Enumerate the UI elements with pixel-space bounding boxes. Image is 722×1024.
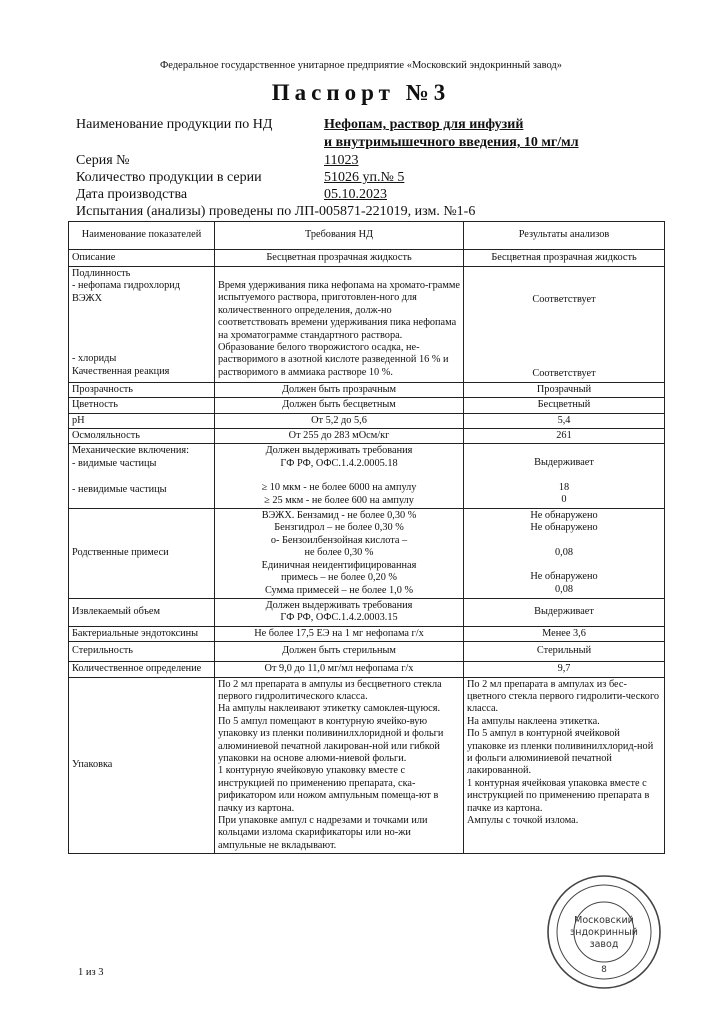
table-row: Извлекаемый объем Должен выдерживать требования ГФ РФ, ОФС.1.4.2.0003.15 Выдерживает xyxy=(69,598,665,626)
table-row: Механические включения: - видимые частицы - невидимые частицы Должен выдерживать требования ГФ РФ, ОФС.1.4.2.0005.18 ≥ 10 мкм - не более 6000 на ампулу ≥ 25 мкм - не более 600 на ампулу Выдерживает 18 0 xyxy=(69,444,665,509)
date-value: 05.10.2023 xyxy=(324,187,387,202)
header-results: Результаты анализов xyxy=(464,222,665,250)
series-row xyxy=(76,153,359,169)
stamp-inner-line: Московский xyxy=(574,915,634,926)
product-label: Наименование продукции по НД xyxy=(76,117,273,132)
date-label: Дата производства xyxy=(76,187,188,202)
table-row: Количественное определение От 9,0 до 11,0 мг/мл нефопама г/х 9,7 xyxy=(69,662,665,677)
page-number: 1 из 3 xyxy=(78,967,104,978)
table-row: Осмоляльность От 255 до 283 мОсм/кг 261 xyxy=(69,429,665,444)
quantity-row xyxy=(76,170,405,186)
table-row: Прозрачность Должен быть прозрачным Прозрачный xyxy=(69,382,665,397)
organization-header: Федеральное государственное унитарное предприятие «Московский эндокринный завод» xyxy=(160,60,562,71)
table-row: Упаковка По 2 мл препарата в ампулы из бесцветного стекла первого гидролитического класса. На ампулы наклеивают этикетку самоклея-щуюся. По 5 ампул помещают в контурную ячейко-вую упаковку из пленки поливинилхлоридной и фольги алюминиевой печатной лакирован-ной или гибкой упаковки на основе алюми-ниевой фольги. 1 контурную ячейковую упаковку вместе с инструкцией по применению препарата, ска-рификатором или ножом ампульным помеща-ют в пачку из картона. При упаковке ампул с надрезами и точками или кольцами излома скарификаторы или но-жи ампульные не вкладывают. По 2 мл препарата в ампулах из бес-цветного стекла первого гидролити-ческого класса. На ампулы наклеена этикетка. По 5 ампул в контурной ячейковой упаковке из пленки поливинилхлорид-ной и фольги алюминиевой печатной лакированной. 1 контурная ячейковая упаковка вместе с инструкцией по применению препарата в пачке из картона. Ампулы с точкой излома. xyxy=(69,677,665,854)
specification-table xyxy=(68,221,665,854)
table-row: Подлинность - нефопама гидрохлорид ВЭЖХ - хлориды Качественная реакция Время удерживания пика нефопама на хромато-грамме испытуемого раствора, приготовлен-ного для количественного определения, долж-но соответствовать времени удерживания пика нефопама на хроматограмме стандартного раствора. Образование белого творожистого осадка, не-растворимого в азотной кислоте разведенной 16 % и растворимого в аммиака растворе 10 %. Соответствует Соответствует xyxy=(69,267,665,383)
quantity-label: Количество продукции в серии xyxy=(76,170,262,185)
svg-text:завод: завод xyxy=(589,939,619,950)
product-name-row xyxy=(76,117,524,133)
series-label: Серия № xyxy=(76,153,130,168)
tests-line: Испытания (анализы) проведены по ЛП-005871-221019, изм. №1-6 xyxy=(76,204,476,219)
header-requirements: Требования НД xyxy=(215,222,464,250)
table-header-row xyxy=(69,222,665,250)
document-title: Паспорт №3 xyxy=(271,80,451,105)
header-indicators: Наименование показателей xyxy=(69,222,215,250)
table-row: Стерильность Должен быть стерильным Стерильный xyxy=(69,642,665,662)
product-name-line2: и внутримышечного введения, 10 мг/мл xyxy=(324,135,579,150)
date-row xyxy=(76,187,387,203)
product-name-line1: Нефопам, раствор для инфузий xyxy=(324,117,524,132)
table-row: pH От 5,2 до 5,6 5,4 xyxy=(69,413,665,428)
svg-text:эндокринный: эндокринный xyxy=(570,927,638,938)
company-stamp-icon xyxy=(545,873,663,991)
stamp-number: 8 xyxy=(601,965,607,975)
series-value: 11023 xyxy=(324,153,359,168)
table-row: Родственные примеси ВЭЖХ. Бензамид - не более 0,30 % Бензгидрол – не более 0,30 % о- Бензоилбензойная кислота – не более 0,30 % Единичная неидентифицированная примесь – не более 0,20 % Сумма примесей – не более 1,0 % Не обнаружено Не обнаружено 0,08 Не обнаружено 0,08 xyxy=(69,509,665,599)
table-row: Цветность Должен быть бесцветным Бесцветный xyxy=(69,398,665,413)
quantity-value: 51026 уп.№ 5 xyxy=(324,170,405,185)
table-row: Бактериальные эндотоксины Не более 17,5 ЕЭ на 1 мг нефопама г/х Менее 3,6 xyxy=(69,626,665,641)
table-row: Описание Бесцветная прозрачная жидкость Бесцветная прозрачная жидкость xyxy=(69,250,665,267)
